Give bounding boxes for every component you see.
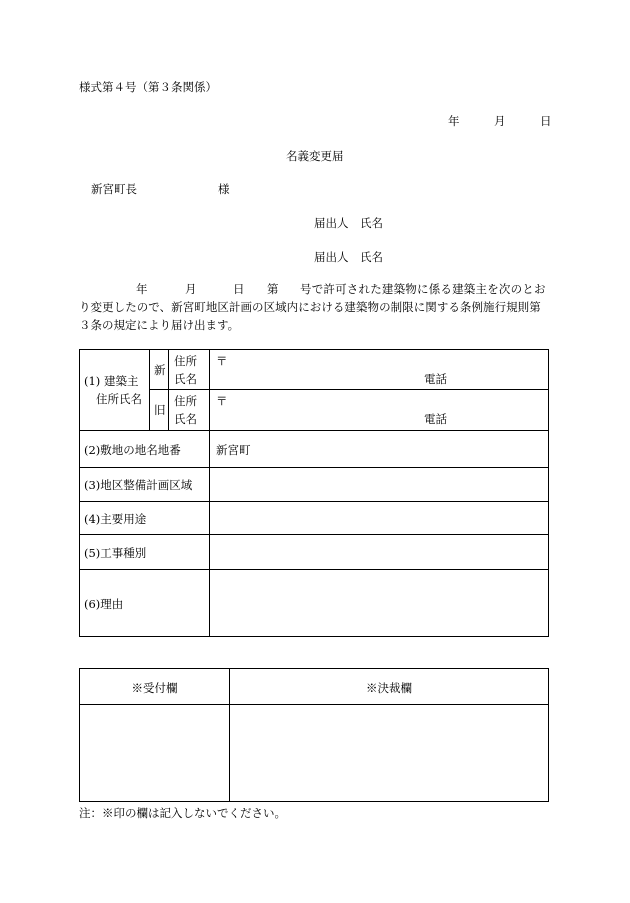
applicant-label-2: 届出人 (314, 250, 349, 264)
owner-label-2: 住所氏名 (96, 392, 142, 406)
owner-label-1: (1) 建築主 (84, 374, 139, 388)
applicant-name-label-2: 氏名 (360, 250, 383, 264)
document-title: 名義変更届 (286, 149, 344, 163)
body-line-3: ３条の規定により届け出ます。 (79, 318, 240, 332)
use-label: (4)主要用途 (84, 512, 147, 526)
addressee: 新宮町長 (91, 182, 137, 196)
old-name-label: 氏名 (174, 412, 197, 426)
divider-row-2 (80, 430, 548, 431)
new-label: 新 (154, 363, 166, 377)
divider-row-5 (80, 534, 548, 535)
divider-newold-fields (168, 350, 169, 430)
date-day: 日 (540, 114, 552, 128)
site-label: (2)敷地の地名地番 (84, 443, 181, 457)
divider-row-4 (80, 501, 548, 502)
body-line-1: 号で許可された建築物に係る建築主を次のとお (300, 282, 546, 296)
old-address-label: 住所 (174, 394, 197, 408)
old-phone-label: 電話 (424, 412, 447, 426)
divider-label-value (209, 350, 210, 637)
applicant-label-1: 届出人 (314, 216, 349, 230)
form-number: 様式第４号（第３条関係） (79, 80, 217, 94)
reception-label: ※受付欄 (131, 681, 178, 695)
new-address-label: 住所 (174, 354, 197, 368)
body-day: 日 (233, 282, 245, 296)
body-year: 年 (136, 282, 148, 296)
new-name-label: 氏名 (174, 372, 197, 386)
date-month: 月 (494, 114, 506, 128)
footnote: 注：※印の欄は記入しないでください。 (79, 806, 286, 820)
district-label: (3)地区整備計画区域 (84, 478, 193, 492)
divider-row-6 (80, 569, 548, 570)
body-line-2: り変更したので、新宮町地区計画の区域内における建築物の制限に関する条例施行規則第 (79, 300, 541, 314)
old-postal-mark: 〒 (216, 394, 228, 408)
office-header-divider (80, 704, 548, 705)
body-month: 月 (185, 282, 197, 296)
divider-owner-newold (149, 350, 150, 430)
applicant-name-label-1: 氏名 (360, 216, 383, 230)
reason-label: (6)理由 (84, 597, 124, 611)
divider-row-3 (80, 467, 548, 468)
old-label: 旧 (154, 403, 166, 417)
site-value: 新宮町 (216, 443, 251, 457)
new-phone-label: 電話 (424, 372, 447, 386)
office-use-table (79, 668, 549, 802)
decision-label: ※決裁欄 (366, 681, 412, 695)
body-dai: 第 (267, 282, 279, 296)
application-table (79, 349, 549, 637)
work-label: (5)工事種別 (84, 546, 147, 560)
addressee-suffix: 様 (218, 182, 230, 196)
date-year: 年 (448, 114, 460, 128)
new-postal-mark: 〒 (216, 354, 228, 368)
